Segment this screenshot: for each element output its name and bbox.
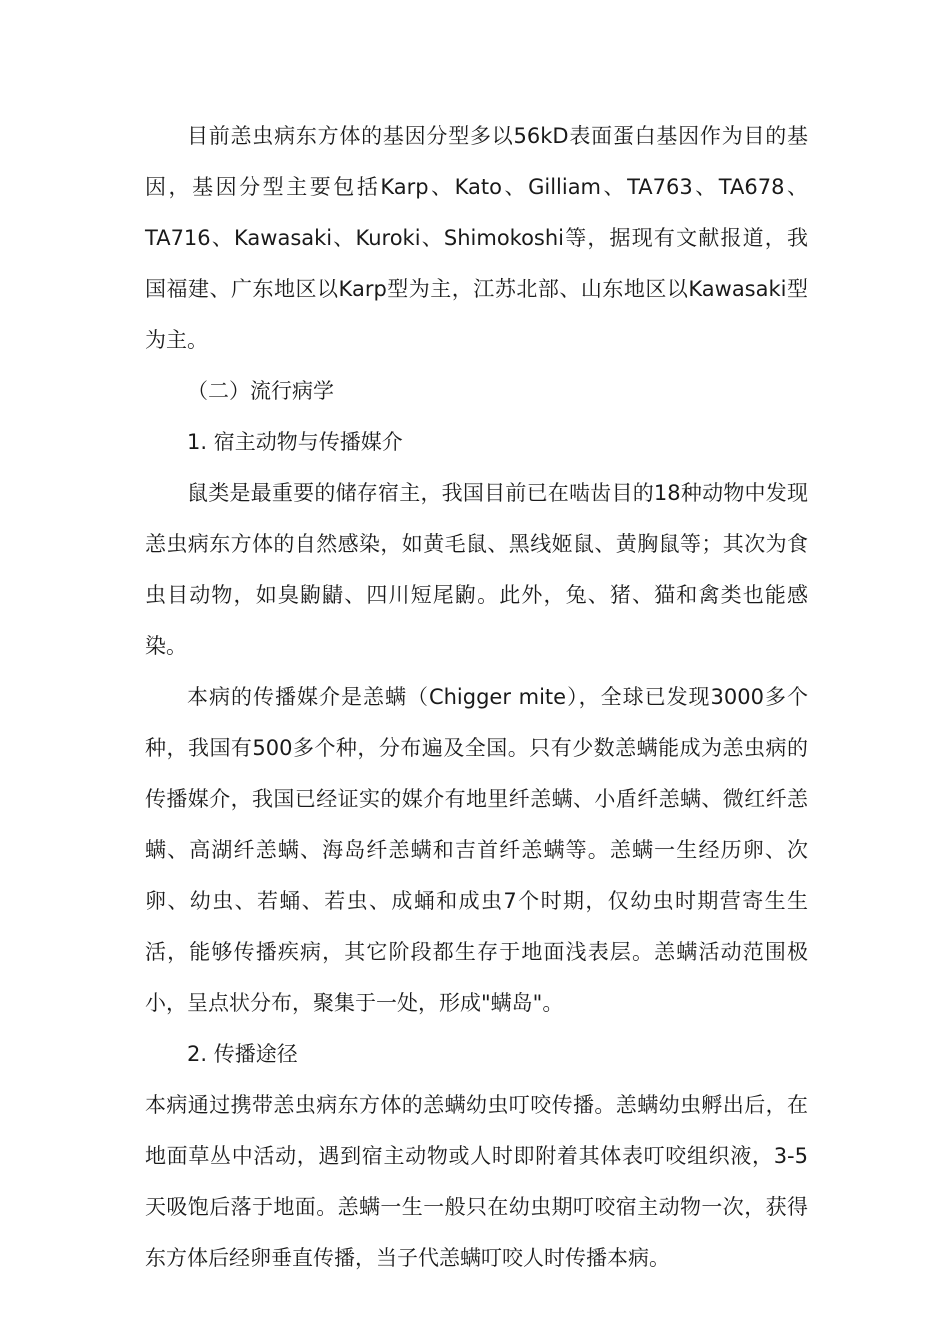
- paragraph-genotyping: 目前恙虫病东方体的基因分型多以56kD表面蛋白基因作为目的基因，基因分型主要包括Karp、Kato、Gilliam、TA763、TA678、TA716、Kawasaki、Kuroki、Shimokoshi等，据现有文献报道，我国福建、广东地区以Karp型为主，江苏北部、山东地区以Kawasaki型为主。: [145, 124, 808, 352]
- document-body: [145, 111, 808, 1284]
- paragraph-host-animals: 鼠类是最重要的储存宿主，我国目前已在啮齿目的18种动物中发现恙虫病东方体的自然感染，如黄毛鼠、黑线姬鼠、黄胸鼠等；其次为食虫目动物，如臭鼩鼱、四川短尾鼩。此外，兔、猪、猫和禽类也能感染。: [145, 481, 808, 658]
- paragraph-vector-mites: 本病的传播媒介是恙螨（Chigger mite），全球已发现3000多个种，我国有500多个种，分布遍及全国。只有少数恙螨能成为恙虫病的传播媒介，我国已经证实的媒介有地里纤恙螨、小盾纤恙螨、微红纤恙螨、高湖纤恙螨、海岛纤恙螨和吉首纤恙螨等。恙螨一生经历卵、次卵、幼虫、若蛹、若虫、成蛹和成虫7个时期，仅幼虫时期营寄生生活，能够传播疾病，其它阶段都生存于地面浅表层。恙螨活动范围极小，呈点状分布，聚集于一处，形成"螨岛"。: [145, 685, 808, 1015]
- section-heading-epidemiology: （二）流行病学: [187, 379, 334, 403]
- subheading-host-and-vector: 1. 宿主动物与传播媒介: [187, 430, 403, 454]
- paragraph-transmission: 本病通过携带恙虫病东方体的恙螨幼虫叮咬传播。恙螨幼虫孵出后，在地面草丛中活动，遇到宿主动物或人时即附着其体表叮咬组织液，3-5天吸饱后落于地面。恙螨一生一般只在幼虫期叮咬宿主动物一次，获得东方体后经卵垂直传播，当子代恙螨叮咬人时传播本病。: [145, 1093, 808, 1270]
- subheading-transmission-route: 2. 传播途径: [187, 1042, 298, 1066]
